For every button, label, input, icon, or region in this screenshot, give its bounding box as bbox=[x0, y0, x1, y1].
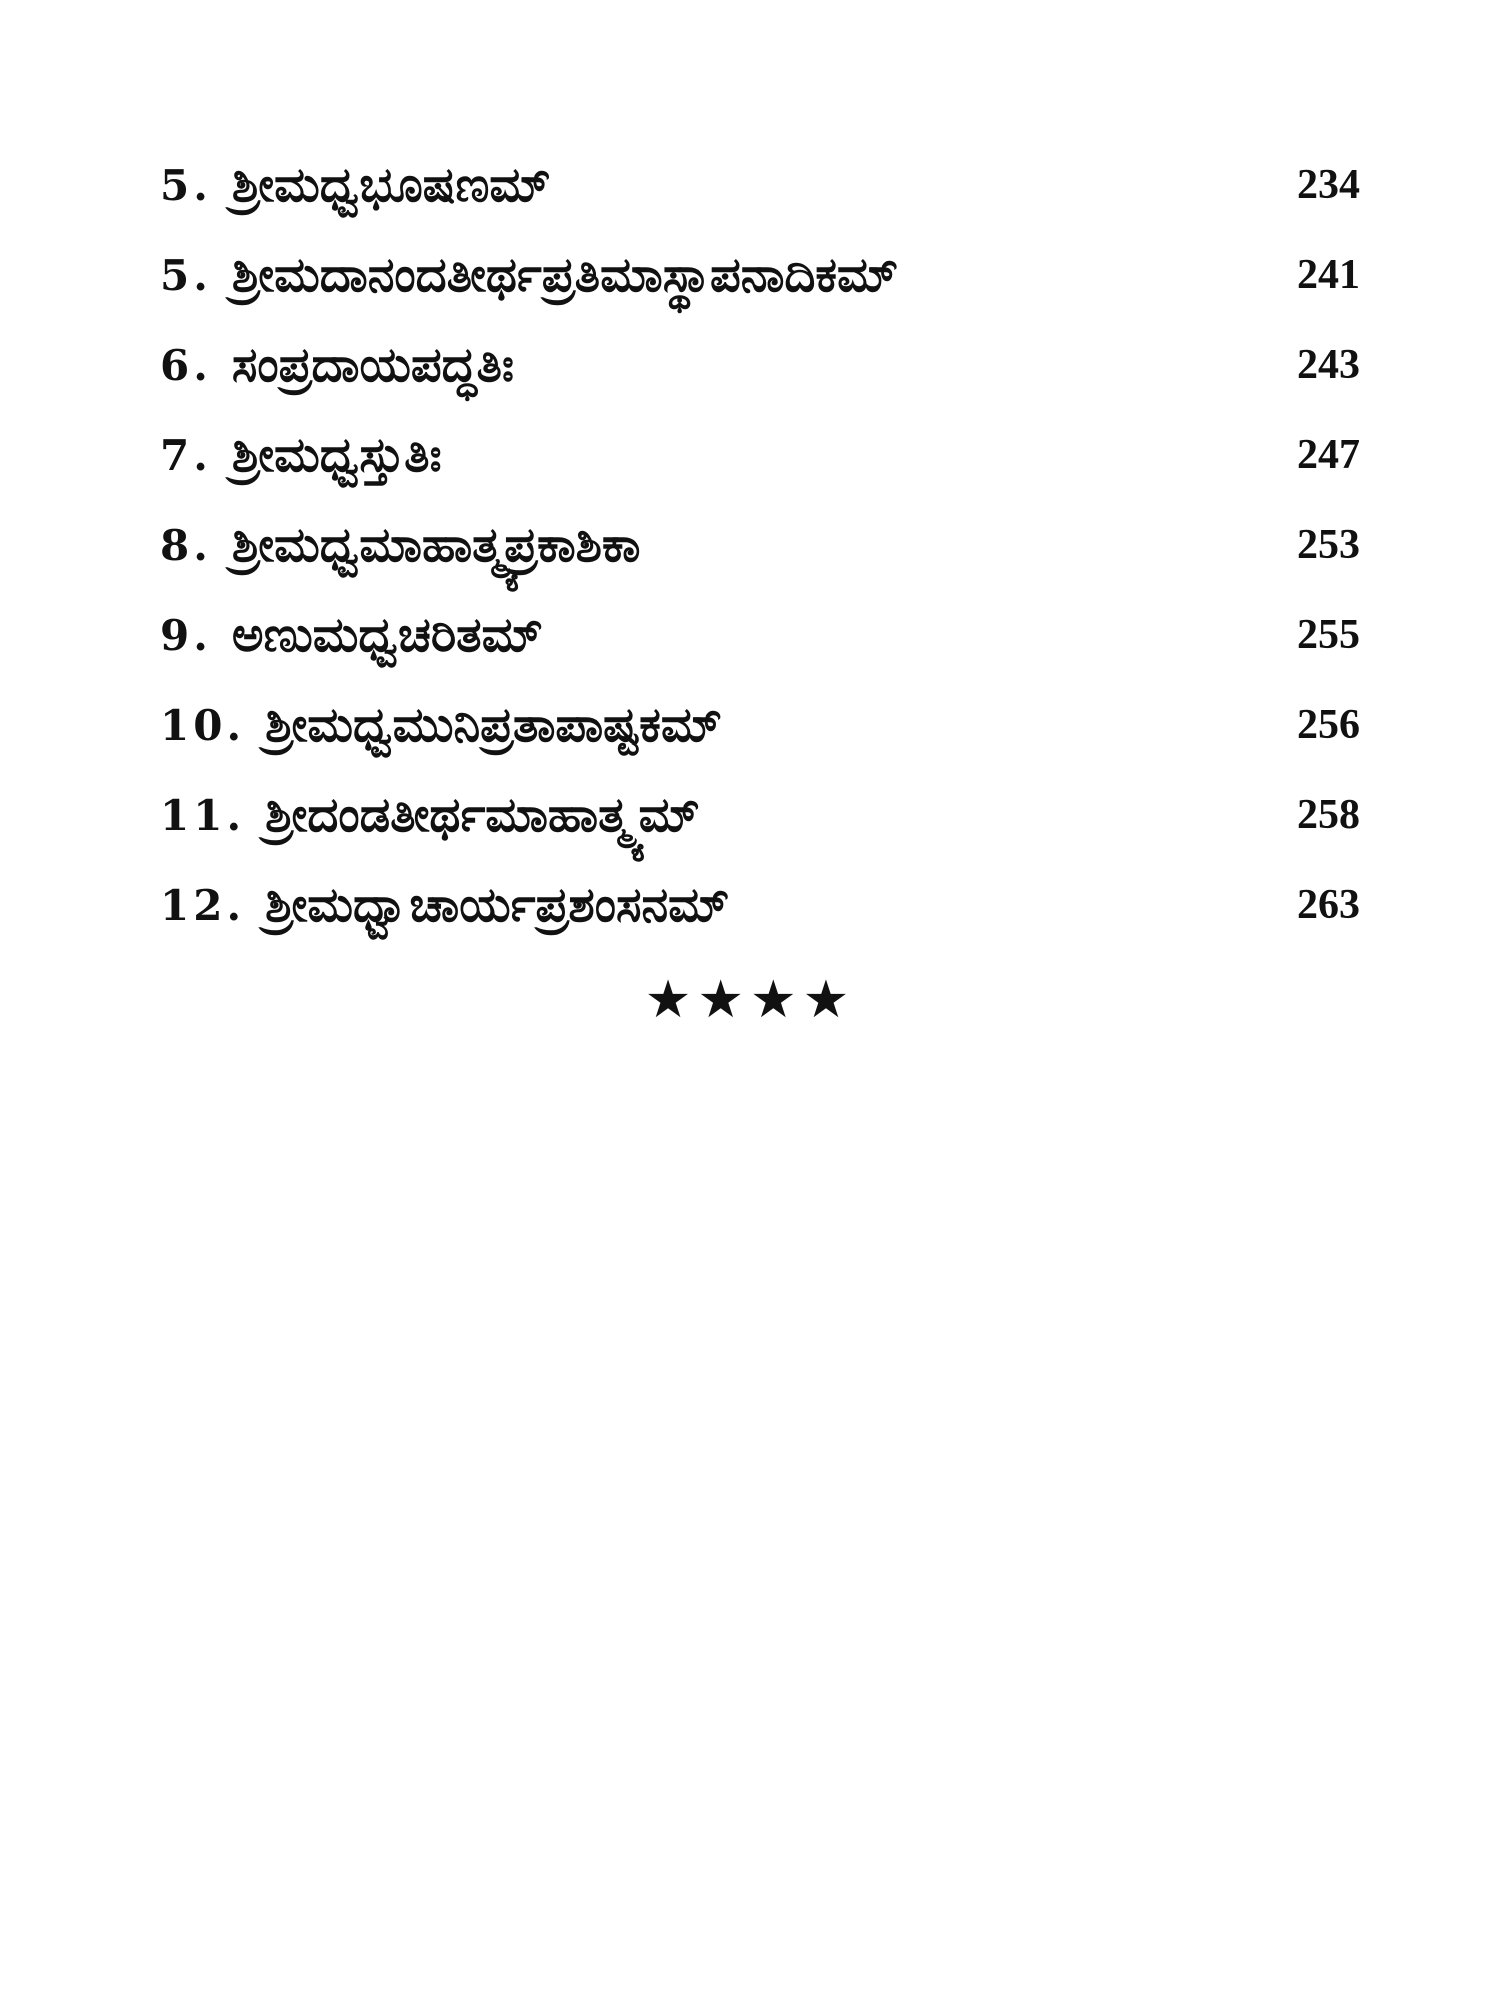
toc-entry-page: 253 bbox=[1297, 522, 1360, 568]
toc-entry-title: ಸಂಪ್ರದಾಯಪದ್ಧತಿಃ bbox=[231, 336, 514, 393]
toc-entry bbox=[160, 140, 1360, 230]
toc-entry-number: 5. bbox=[160, 250, 212, 300]
toc-entry-title: ಶ್ರೀಮಧ್ವಭೂಷಣಮ್ bbox=[231, 156, 551, 213]
toc-entry-title: ಅಣುಮಧ್ವಚರಿತಮ್ bbox=[231, 606, 543, 663]
toc-entry-number: 8. bbox=[160, 520, 212, 570]
toc-entry-page: 258 bbox=[1297, 792, 1360, 838]
toc-entry-page: 263 bbox=[1297, 882, 1360, 928]
toc-entry-number: 5. bbox=[160, 160, 212, 210]
toc-entry-page: 247 bbox=[1297, 432, 1360, 478]
toc-entry bbox=[160, 320, 1360, 410]
star-ornament: ★★★★ bbox=[644, 970, 856, 1030]
toc-entry-title: ಶ್ರೀಮಧ್ವಾಚಾರ್ಯಪ್ರಶಂಸನಮ್ bbox=[265, 876, 730, 933]
toc-entry-title: ಶ್ರೀಮದಾನಂದತೀರ್ಥಪ್ರತಿಮಾಸ್ಥಾಪನಾದಿಕಮ್ bbox=[231, 246, 899, 303]
toc-entry-title: ಶ್ರೀಮಧ್ವಮುನಿಪ್ರತಾಪಾಷ್ಟಕಮ್ bbox=[265, 696, 723, 753]
toc-entry-page: 255 bbox=[1297, 612, 1360, 658]
toc-entry-number: 7. bbox=[160, 430, 212, 480]
toc-entry bbox=[160, 770, 1360, 860]
toc-entry-page: 256 bbox=[1297, 702, 1360, 748]
toc-entry bbox=[160, 860, 1360, 950]
toc-entry bbox=[160, 500, 1360, 590]
toc-entry-number: 6. bbox=[160, 340, 212, 390]
toc-entry-page: 234 bbox=[1297, 162, 1360, 208]
toc-entry-page: 243 bbox=[1297, 342, 1360, 388]
toc-entry bbox=[160, 590, 1360, 680]
toc-entry-number: 10. bbox=[160, 700, 246, 750]
table-of-contents bbox=[160, 140, 1360, 950]
toc-entry-number: 9. bbox=[160, 610, 212, 660]
toc-entry-number: 11. bbox=[160, 790, 246, 840]
toc-entry bbox=[160, 410, 1360, 500]
toc-entry-number: 12. bbox=[160, 880, 246, 930]
toc-entry-title: ಶ್ರೀಮಧ್ವಸ್ತುತಿಃ bbox=[231, 426, 442, 483]
toc-entry bbox=[160, 680, 1360, 770]
toc-entry-page: 241 bbox=[1297, 252, 1360, 298]
toc-entry-title: ಶ್ರೀಮಧ್ವಮಾಹಾತ್ಮ್ಯಪ್ರಕಾಶಿಕಾ bbox=[231, 516, 641, 573]
toc-entry-title: ಶ್ರೀದಂಡತೀರ್ಥಮಾಹಾತ್ಮ್ಯಮ್ bbox=[265, 786, 700, 843]
toc-entry bbox=[160, 230, 1360, 320]
